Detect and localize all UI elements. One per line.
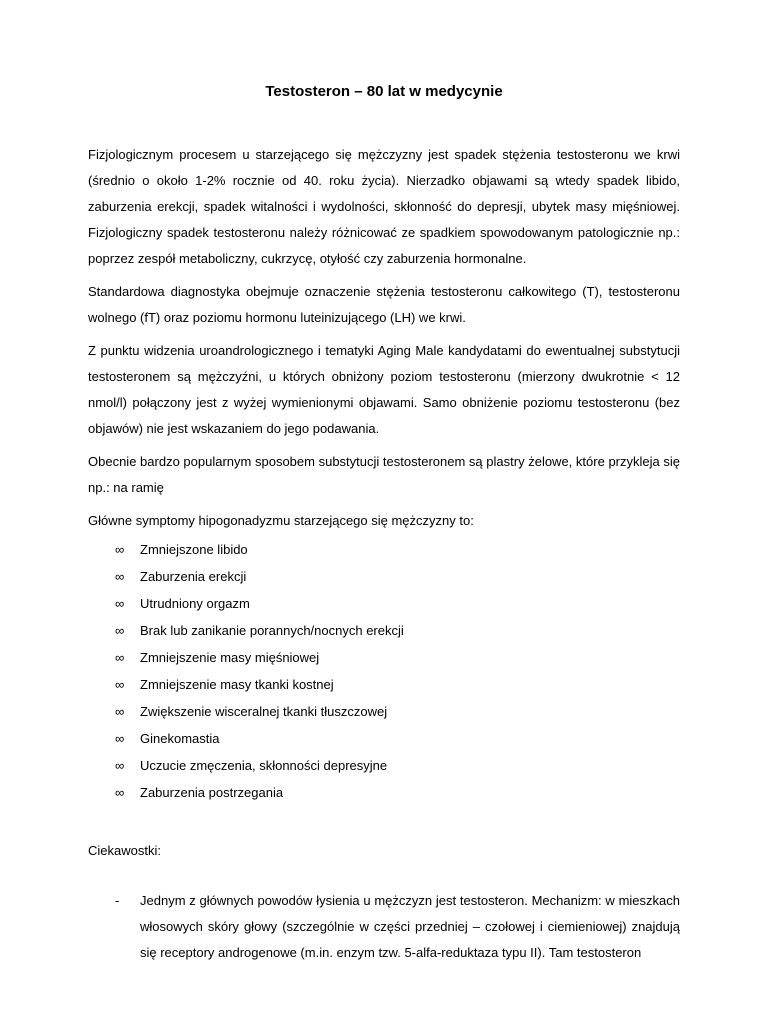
list-item — [88, 617, 680, 644]
bullet-marker: ∞ — [115, 596, 125, 611]
list-item-text: Ginekomastia — [140, 731, 220, 746]
list-item — [88, 752, 680, 779]
bullet-marker: ∞ — [115, 731, 125, 746]
paragraph-diagnostics: Standardowa diagnostyka obejmuje oznaczenie stężenia testosteronu całkowitego (T), testosteronu wolnego (fT) oraz poziomu hormonu luteinizującego (LH) we krwi. — [88, 284, 680, 325]
list-item — [88, 644, 680, 671]
list-item-text: Utrudniony orgazm — [140, 596, 250, 611]
fact-item-text: Jednym z głównych powodów łysienia u mężczyzn jest testosteron. Mechanizm: w mieszkach włosowych skóry głowy (szczególnie w części przedniej – czołowej i ciemieniowej) znajdują się receptory androgenowe (m.in. enzym tzw. 5-alfa-reduktaza typu II). Tam testosteron — [140, 893, 680, 960]
bullet-marker: ∞ — [115, 785, 125, 800]
bullet-marker: ∞ — [115, 758, 125, 773]
bullet-marker: ∞ — [115, 650, 125, 665]
list-item — [88, 779, 680, 806]
list-item-text: Uczucie zmęczenia, skłonności depresyjne — [140, 758, 388, 773]
list-item-text: Brak lub zanikanie porannych/nocnych erekcji — [140, 623, 404, 638]
bullet-marker: ∞ — [115, 623, 125, 638]
list-item — [88, 725, 680, 752]
paragraph-substitution-criteria: Z punktu widzenia uroandrologicznego i tematyki Aging Male kandydatami do ewentualnej substytucji testosteronem są mężczyźni, u których obniżony poziom testosteronu (mierzony dwukrotnie < 12 nmol/l) połączony jest z wyżej wymienionymi objawami. Samo obniżenie poziomu testosteronu (bez objawów) nie jest wskazaniem do jego podawania. — [88, 343, 680, 436]
document-title: Testosteron – 80 lat w medycynie — [265, 83, 503, 100]
list-item-text: Zmniejszenie masy tkanki kostnej — [140, 677, 334, 692]
bullet-marker: ∞ — [115, 542, 125, 557]
dash-marker: - — [115, 893, 120, 908]
list-item — [88, 698, 680, 725]
paragraph-symptoms-intro: Główne symptomy hipogonadyzmu starzejącego się mężczyzny to: — [88, 513, 474, 528]
list-item-text: Zmniejszenie masy mięśniowej — [140, 650, 320, 665]
list-item — [88, 536, 680, 563]
facts-heading: Ciekawostki: — [88, 843, 161, 858]
list-item — [88, 671, 680, 698]
fact-item — [88, 888, 680, 966]
list-item-text: Zaburzenia postrzegania — [140, 785, 284, 800]
list-item-text: Zmniejszone libido — [140, 542, 248, 557]
bullet-marker: ∞ — [115, 704, 125, 719]
list-item-text: Zwiększenie wisceralnej tkanki tłuszczowej — [140, 704, 388, 719]
bullet-marker: ∞ — [115, 677, 125, 692]
paragraph-physiology: Fizjologicznym procesem u starzejącego się mężczyzny jest spadek stężenia testosteronu we krwi (średnio o około 1-2% rocznie od 40. roku życia). Nierzadko objawami są wtedy spadek libido, zaburzenia erekcji, spadek witalności i wydolności, skłonność do depresji, ubytek masy mięśniowej. Fizjologiczny spadek testosteronu należy różnicować ze spadkiem spowodowanym patologicznie np.: poprzez zespół metaboliczny, cukrzycę, otyłość czy zaburzenia hormonalne. — [88, 147, 680, 266]
paragraph-gel-patches: Obecnie bardzo popularnym sposobem substytucji testosteronem są plastry żelowe, które przykleja się np.: na ramię — [88, 454, 680, 495]
symptom-list — [88, 536, 680, 806]
list-item — [88, 590, 680, 617]
bullet-marker: ∞ — [115, 569, 125, 584]
list-item — [88, 563, 680, 590]
list-item-text: Zaburzenia erekcji — [140, 569, 247, 584]
